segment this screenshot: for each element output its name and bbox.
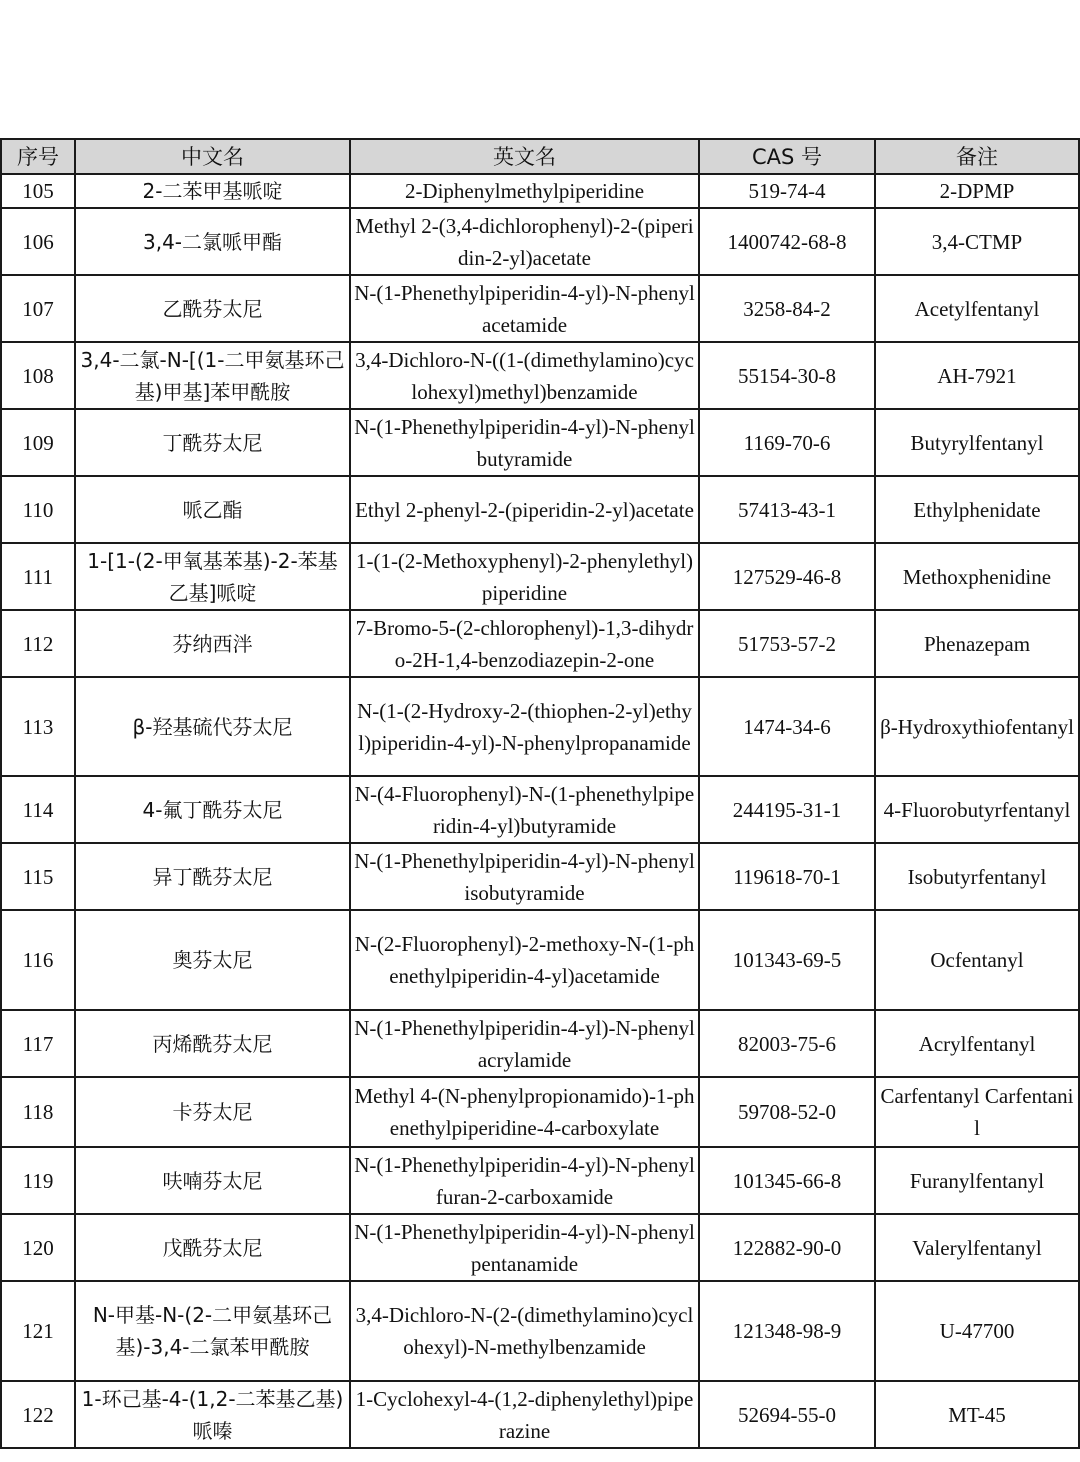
cell-english-name: 7-Bromo-5-(2-chlorophenyl)-1,3-dihydro-2H-1,4-benzodiazepin-2-one: [350, 610, 699, 677]
cell-serial-number: 117: [1, 1010, 75, 1077]
cell-chinese-name: 1-[1-(2-甲氧基苯基)-2-苯基乙基]哌啶: [75, 543, 350, 610]
cell-english-name: N-(2-Fluorophenyl)-2-methoxy-N-(1-phenethylpiperidin-4-yl)acetamide: [350, 910, 699, 1010]
cell-remarks: Butyrylfentanyl: [875, 409, 1079, 476]
cell-cas-number: 3258-84-2: [699, 275, 875, 342]
cell-english-name: N-(4-Fluorophenyl)-N-(1-phenethylpiperidin-4-yl)butyramide: [350, 776, 699, 843]
cell-remarks: Ocfentanyl: [875, 910, 1079, 1010]
cell-remarks: β-Hydroxythiofentanyl: [875, 677, 1079, 776]
cell-remarks: Methoxphenidine: [875, 543, 1079, 610]
cell-english-name: N-(1-Phenethylpiperidin-4-yl)-N-phenylpentanamide: [350, 1214, 699, 1281]
cell-chinese-name: 异丁酰芬太尼: [75, 843, 350, 910]
cell-cas-number: 519-74-4: [699, 174, 875, 208]
cell-serial-number: 119: [1, 1147, 75, 1214]
cell-cas-number: 127529-46-8: [699, 543, 875, 610]
cell-serial-number: 116: [1, 910, 75, 1010]
cell-chinese-name: 芬纳西泮: [75, 610, 350, 677]
cell-english-name: N-(1-Phenethylpiperidin-4-yl)-N-phenylacrylamide: [350, 1010, 699, 1077]
cell-serial-number: 106: [1, 208, 75, 275]
cell-english-name: N-(1-Phenethylpiperidin-4-yl)-N-phenylacetamide: [350, 275, 699, 342]
table-row: [1, 1214, 1079, 1281]
cell-remarks: 3,4-CTMP: [875, 208, 1079, 275]
cell-chinese-name: 奥芬太尼: [75, 910, 350, 1010]
table-row: [1, 275, 1079, 342]
cell-remarks: Furanylfentanyl: [875, 1147, 1079, 1214]
table-row: [1, 843, 1079, 910]
cell-chinese-name: 2-二苯甲基哌啶: [75, 174, 350, 208]
cell-cas-number: 1169-70-6: [699, 409, 875, 476]
cell-chinese-name: 3,4-二氯哌甲酯: [75, 208, 350, 275]
cell-cas-number: 119618-70-1: [699, 843, 875, 910]
cell-cas-number: 1400742-68-8: [699, 208, 875, 275]
cell-chinese-name: 卡芬太尼: [75, 1077, 350, 1147]
cell-english-name: N-(1-(2-Hydroxy-2-(thiophen-2-yl)ethyl)piperidin-4-yl)-N-phenylpropanamide: [350, 677, 699, 776]
cell-serial-number: 115: [1, 843, 75, 910]
cell-serial-number: 113: [1, 677, 75, 776]
controlled-substances-table: [0, 138, 1080, 1449]
table-body: [1, 174, 1079, 1448]
cell-english-name: 3,4-Dichloro-N-(2-(dimethylamino)cyclohexyl)-N-methylbenzamide: [350, 1281, 699, 1381]
cell-serial-number: 108: [1, 342, 75, 409]
cell-serial-number: 110: [1, 476, 75, 543]
cell-serial-number: 121: [1, 1281, 75, 1381]
cell-english-name: 1-(1-(2-Methoxyphenyl)-2-phenylethyl)piperidine: [350, 543, 699, 610]
table-row: [1, 476, 1079, 543]
cell-remarks: U-47700: [875, 1281, 1079, 1381]
cell-chinese-name: 呋喃芬太尼: [75, 1147, 350, 1214]
header-chinese-name: 中文名: [75, 139, 350, 174]
table-row: [1, 776, 1079, 843]
table-row: [1, 1147, 1079, 1214]
cell-chinese-name: 3,4-二氯-N-[(1-二甲氨基环己基)甲基]苯甲酰胺: [75, 342, 350, 409]
cell-remarks: Acetylfentanyl: [875, 275, 1079, 342]
cell-serial-number: 107: [1, 275, 75, 342]
cell-chinese-name: 丙烯酰芬太尼: [75, 1010, 350, 1077]
cell-serial-number: 109: [1, 409, 75, 476]
cell-remarks: Isobutyrfentanyl: [875, 843, 1079, 910]
cell-remarks: AH-7921: [875, 342, 1079, 409]
cell-english-name: 3,4-Dichloro-N-((1-(dimethylamino)cyclohexyl)methyl)benzamide: [350, 342, 699, 409]
cell-cas-number: 244195-31-1: [699, 776, 875, 843]
cell-remarks: Acrylfentanyl: [875, 1010, 1079, 1077]
cell-remarks: Carfentanyl Carfentanil: [875, 1077, 1079, 1147]
cell-english-name: N-(1-Phenethylpiperidin-4-yl)-N-phenylisobutyramide: [350, 843, 699, 910]
table-row: [1, 610, 1079, 677]
cell-serial-number: 118: [1, 1077, 75, 1147]
table-row: [1, 1077, 1079, 1147]
cell-cas-number: 1474-34-6: [699, 677, 875, 776]
cell-chinese-name: β-羟基硫代芬太尼: [75, 677, 350, 776]
cell-chinese-name: 丁酰芬太尼: [75, 409, 350, 476]
table-row: [1, 1281, 1079, 1381]
cell-remarks: 4-Fluorobutyrfentanyl: [875, 776, 1079, 843]
cell-cas-number: 122882-90-0: [699, 1214, 875, 1281]
cell-remarks: Valerylfentanyl: [875, 1214, 1079, 1281]
cell-chinese-name: 1-环己基-4-(1,2-二苯基乙基)哌嗪: [75, 1381, 350, 1448]
cell-chinese-name: 哌乙酯: [75, 476, 350, 543]
table-row: [1, 677, 1079, 776]
table-row: [1, 1381, 1079, 1448]
cell-remarks: Phenazepam: [875, 610, 1079, 677]
cell-english-name: N-(1-Phenethylpiperidin-4-yl)-N-phenylbutyramide: [350, 409, 699, 476]
cell-english-name: Methyl 4-(N-phenylpropionamido)-1-phenethylpiperidine-4-carboxylate: [350, 1077, 699, 1147]
cell-serial-number: 114: [1, 776, 75, 843]
cell-remarks: MT-45: [875, 1381, 1079, 1448]
cell-chinese-name: N-甲基-N-(2-二甲氨基环己基)-3,4-二氯苯甲酰胺: [75, 1281, 350, 1381]
table-row: [1, 208, 1079, 275]
table-row: [1, 409, 1079, 476]
cell-chinese-name: 戊酰芬太尼: [75, 1214, 350, 1281]
cell-english-name: N-(1-Phenethylpiperidin-4-yl)-N-phenylfuran-2-carboxamide: [350, 1147, 699, 1214]
cell-serial-number: 112: [1, 610, 75, 677]
table-row: [1, 342, 1079, 409]
cell-cas-number: 55154-30-8: [699, 342, 875, 409]
header-row: [1, 139, 1079, 174]
cell-english-name: Ethyl 2-phenyl-2-(piperidin-2-yl)acetate: [350, 476, 699, 543]
cell-serial-number: 122: [1, 1381, 75, 1448]
cell-cas-number: 101343-69-5: [699, 910, 875, 1010]
cell-cas-number: 57413-43-1: [699, 476, 875, 543]
table-row: [1, 1010, 1079, 1077]
cell-english-name: 2-Diphenylmethylpiperidine: [350, 174, 699, 208]
header-remarks: 备注: [875, 139, 1079, 174]
cell-serial-number: 105: [1, 174, 75, 208]
cell-english-name: Methyl 2-(3,4-dichlorophenyl)-2-(piperidin-2-yl)acetate: [350, 208, 699, 275]
cell-serial-number: 111: [1, 543, 75, 610]
cell-cas-number: 51753-57-2: [699, 610, 875, 677]
cell-cas-number: 121348-98-9: [699, 1281, 875, 1381]
cell-cas-number: 59708-52-0: [699, 1077, 875, 1147]
header-english-name: 英文名: [350, 139, 699, 174]
cell-cas-number: 101345-66-8: [699, 1147, 875, 1214]
header-serial-number: 序号: [1, 139, 75, 174]
cell-remarks: 2-DPMP: [875, 174, 1079, 208]
cell-cas-number: 82003-75-6: [699, 1010, 875, 1077]
cell-chinese-name: 4-氟丁酰芬太尼: [75, 776, 350, 843]
table-row: [1, 543, 1079, 610]
cell-remarks: Ethylphenidate: [875, 476, 1079, 543]
cell-cas-number: 52694-55-0: [699, 1381, 875, 1448]
table-row: [1, 910, 1079, 1010]
header-cas-number: CAS 号: [699, 139, 875, 174]
cell-serial-number: 120: [1, 1214, 75, 1281]
cell-english-name: 1-Cyclohexyl-4-(1,2-diphenylethyl)piperazine: [350, 1381, 699, 1448]
cell-chinese-name: 乙酰芬太尼: [75, 275, 350, 342]
table-row: [1, 174, 1079, 208]
table-header: [1, 139, 1079, 174]
